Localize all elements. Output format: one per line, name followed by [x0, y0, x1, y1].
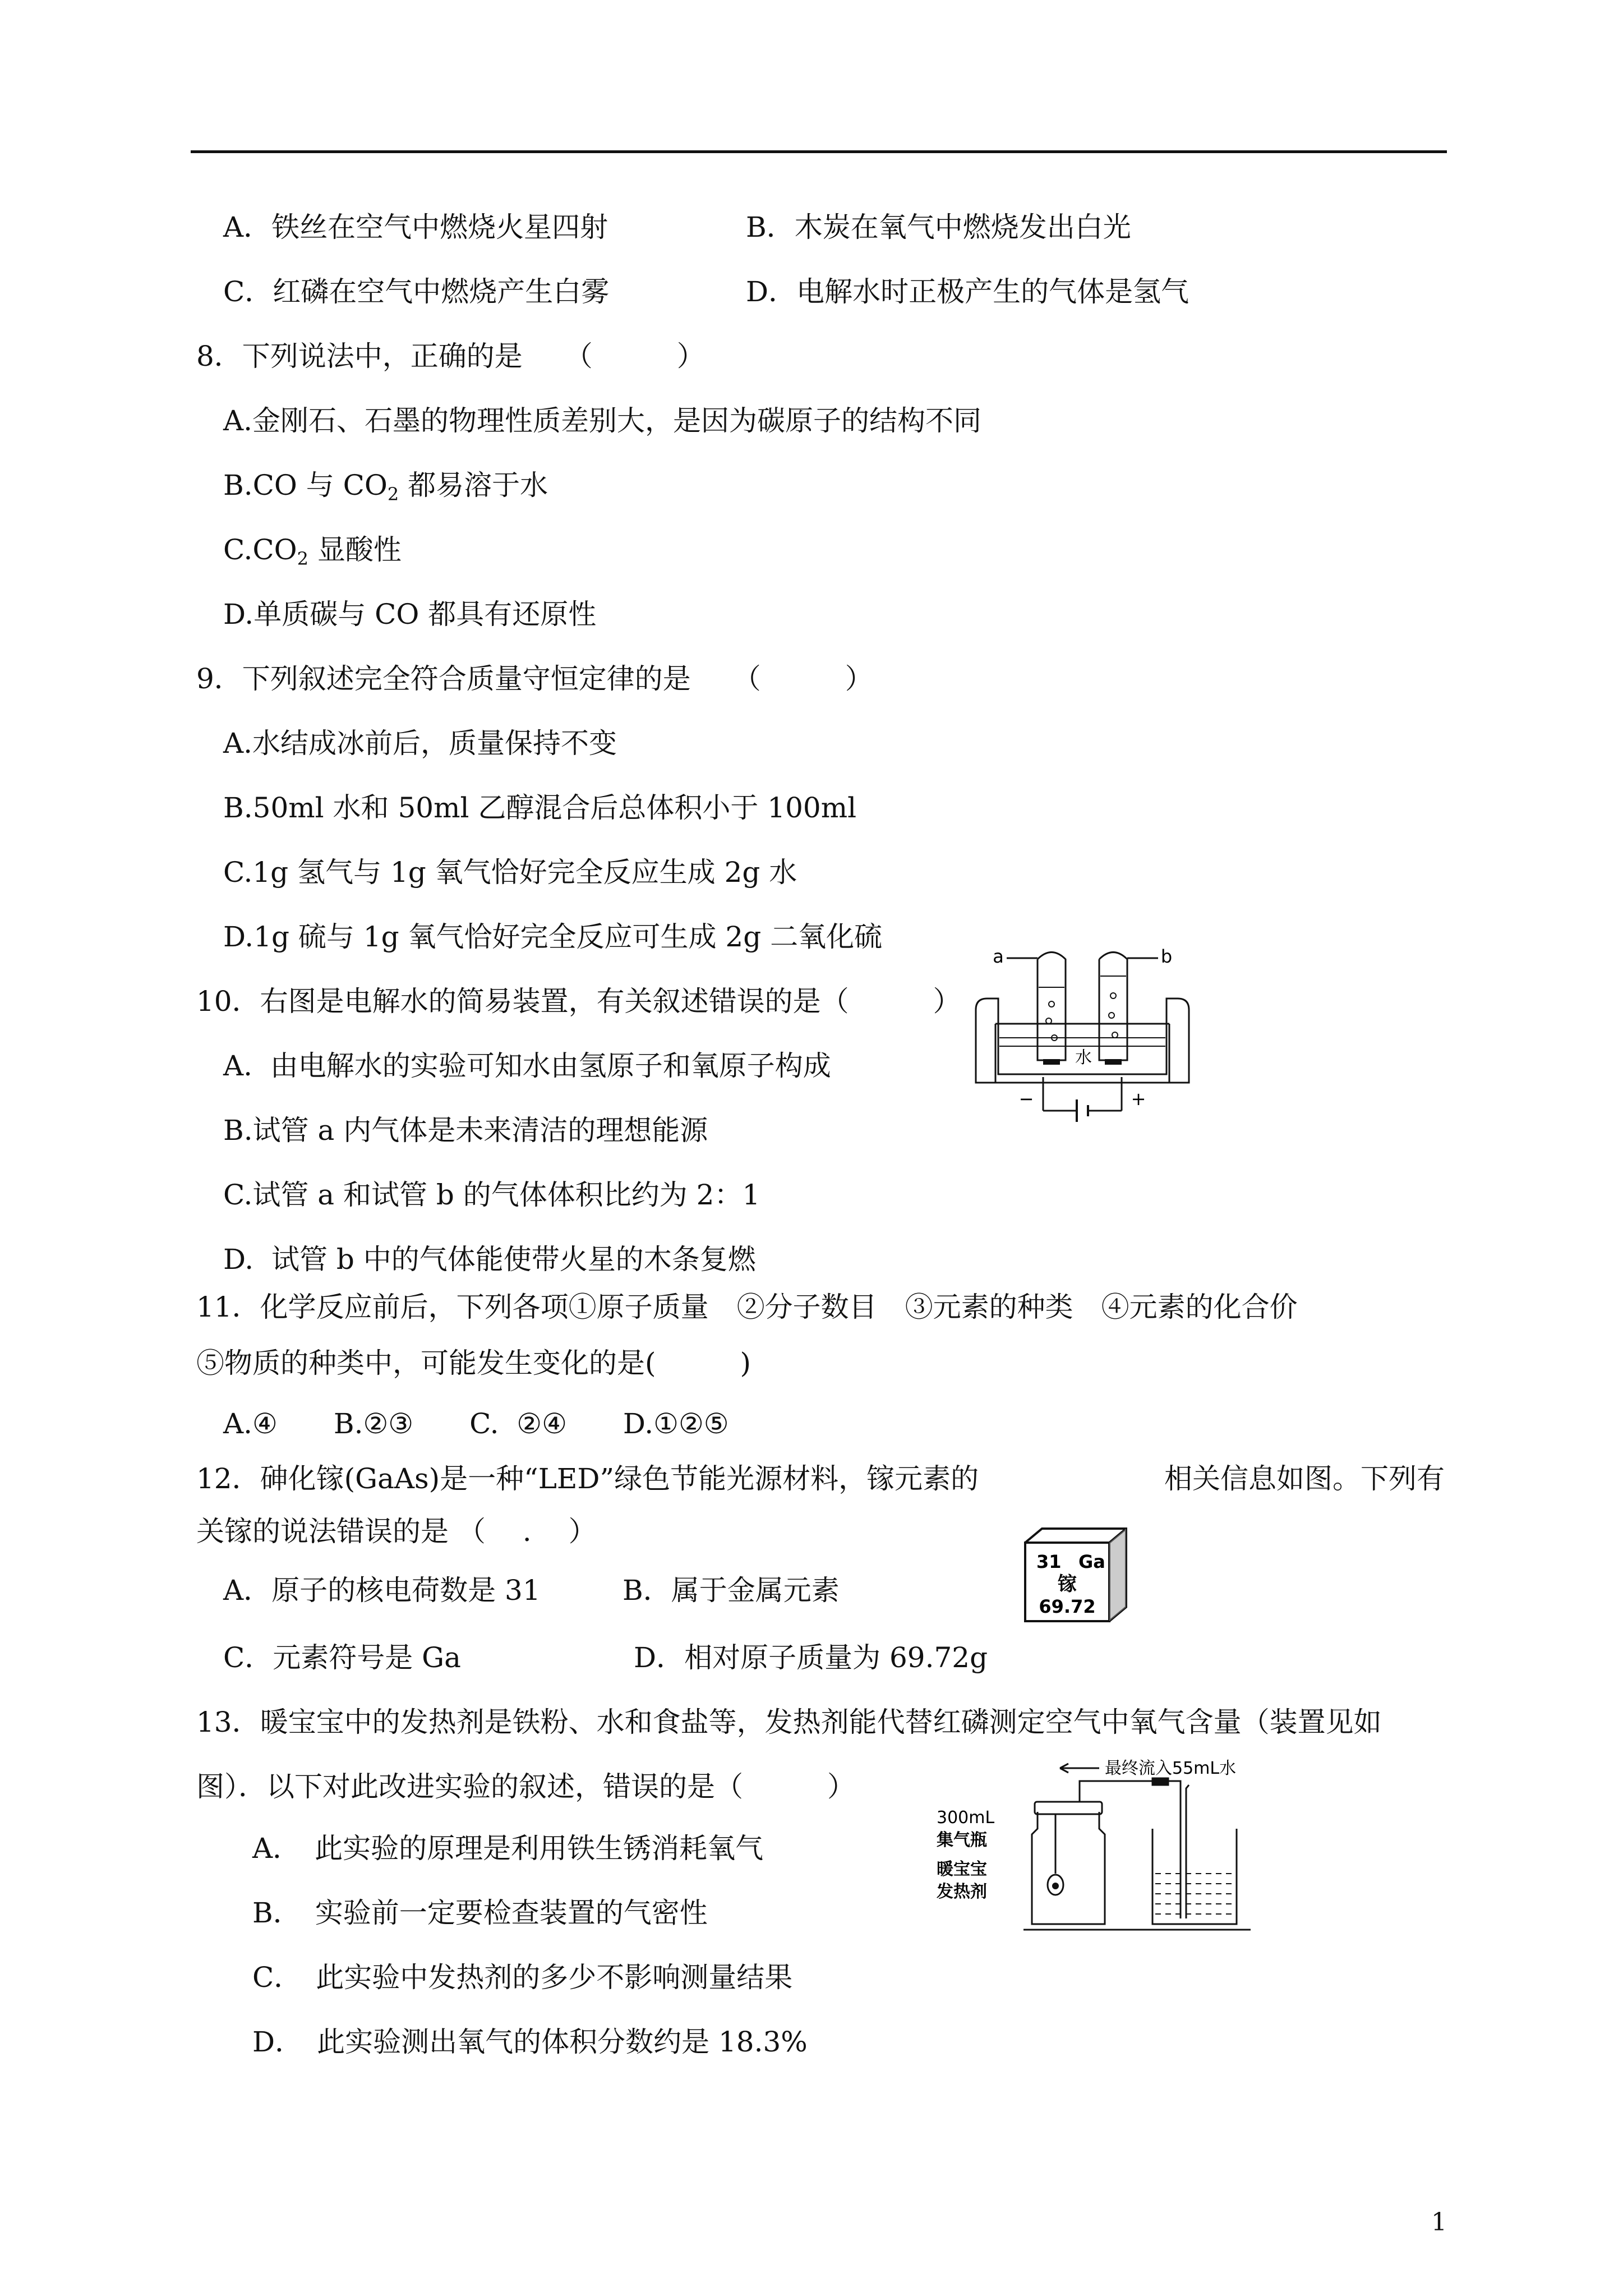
q12-stem-part2: 相关信息如图。下列有 [1164, 1462, 1445, 1495]
q8-stem: 8．下列说法中，正确的是 （ ） [196, 340, 705, 372]
atomic-number: 31 [1036, 1551, 1062, 1572]
q8-option-d: D.单质碳与 CO 都具有还原性 [223, 598, 597, 631]
q13-option-c: C． 此实验中发热剂的多少不影响测量结果 [252, 1961, 793, 1994]
header-rule [191, 150, 1447, 153]
volume-label: 300mL [937, 1808, 995, 1828]
q8-option-c: $C.CO_2$ 显酸性 [223, 533, 402, 569]
q10-option-d: D. 试管 b 中的气体能使带火星的木条复燃 [223, 1243, 756, 1276]
q12-option-d: D．相对原子质量为 69.72g [634, 1641, 988, 1674]
q10-option-b: B.试管 a 内气体是未来清洁的理想能源 [223, 1114, 708, 1147]
q13-option-b: B． 实验前一定要检查装置的气密性 [252, 1897, 708, 1929]
q9-option-b: B.50ml 水和 50ml 乙醇混合后总体积小于 100ml [223, 792, 857, 824]
q12-option-b: B．属于金属元素 [623, 1574, 840, 1607]
q13-option-d: D． 此实验测出氧气的体积分数约是 18.3% [252, 2026, 808, 2058]
q10-stem: 10．右图是电解水的简易装置，有关叙述错误的是（ ） [196, 985, 961, 1018]
q10-option-c: C.试管 a 和试管 b 的气体体积比约为 2：1 [223, 1179, 760, 1211]
q9-option-a: A.水结成冰前后，质量保持不变 [223, 727, 617, 760]
q9-stem: 9．下列叙述完全符合质量守恒定律的是 （ ） [196, 662, 873, 695]
q11-stem-line1: 11．化学反应前后，下列各项①原子质量 ②分子数目 ③元素的种类 ④元素的化合价 [196, 1291, 1298, 1323]
oxygen-measurement-diagram [931, 1756, 1267, 1941]
water-label: 水 [1075, 1048, 1092, 1068]
element-name: 镓 [1058, 1573, 1077, 1595]
electrolysis-diagram [965, 942, 1200, 1128]
positive-terminal-label: + [1131, 1088, 1146, 1110]
atomic-mass: 69.72 [1039, 1596, 1096, 1617]
negative-terminal-label: − [1018, 1088, 1034, 1110]
flow-label: 最终流入55mL水 [1105, 1759, 1237, 1778]
q9-option-d: D.1g 硫与 1g 氧气恰好完全反应可生成 2g 二氧化硫 [223, 921, 883, 953]
q13-option-a: A． 此实验的原理是利用铁生锈消耗氧气 [252, 1832, 764, 1865]
q10-option-a: A. 由电解水的实验可知水由氢原子和氧原子构成 [223, 1050, 831, 1082]
bottle-label: 集气瓶 [937, 1830, 987, 1850]
q12-stem-line2: 关镓的说法错误的是 （ . ） [196, 1515, 597, 1548]
q13-stem-line1: 13．暖宝宝中的发热剂是铁粉、水和食盐等，发热剂能代替红磷测定空气中氧气含量（装置见如 [196, 1706, 1382, 1738]
q12-option-a: A．原子的核电荷数是 31 [223, 1574, 541, 1607]
gallium-element-cell [1020, 1526, 1132, 1627]
tube-a-label: a [993, 946, 1004, 967]
q11-options: A.④ B.②③ C. ②④ D.①②⑤ [223, 1407, 729, 1440]
q8-option-a: A.金刚石、石墨的物理性质差别大，是因为碳原子的结构不同 [223, 404, 982, 437]
q12-stem-part1: 12．砷化镓(GaAs)是一种“LED”绿色节能光源材料，镓元素的 [196, 1462, 979, 1495]
page-number: 1 [1431, 2208, 1447, 2237]
q7-option-d: D．电解水时正极产生的气体是氢气 [746, 275, 1189, 308]
tube-b-label: b [1160, 946, 1173, 967]
q12-option-c: C．元素符号是 Ga [223, 1641, 461, 1674]
q11-stem-line2: ⑤物质的种类中，可能发生变化的是( ) [196, 1347, 751, 1379]
element-symbol: Ga [1078, 1551, 1105, 1572]
q7-option-c: C．红磷在空气中燃烧产生白雾 [223, 275, 610, 308]
q8-option-b: B.CO 与 $CO_2$ 都易溶于水 [223, 469, 548, 505]
q13-stem-line2: 图）．以下对此改进实验的叙述，错误的是（ ） [196, 1770, 855, 1803]
warmer-label-1: 暖宝宝 [937, 1860, 987, 1879]
warmer-label-2: 发热剂 [937, 1882, 987, 1902]
q7-option-a: A．铁丝在空气中燃烧火星四射 [223, 211, 608, 243]
q9-option-c: C.1g 氢气与 1g 氧气恰好完全反应生成 2g 水 [223, 856, 797, 889]
q7-option-b: B．木炭在氧气中燃烧发出白光 [746, 211, 1131, 243]
